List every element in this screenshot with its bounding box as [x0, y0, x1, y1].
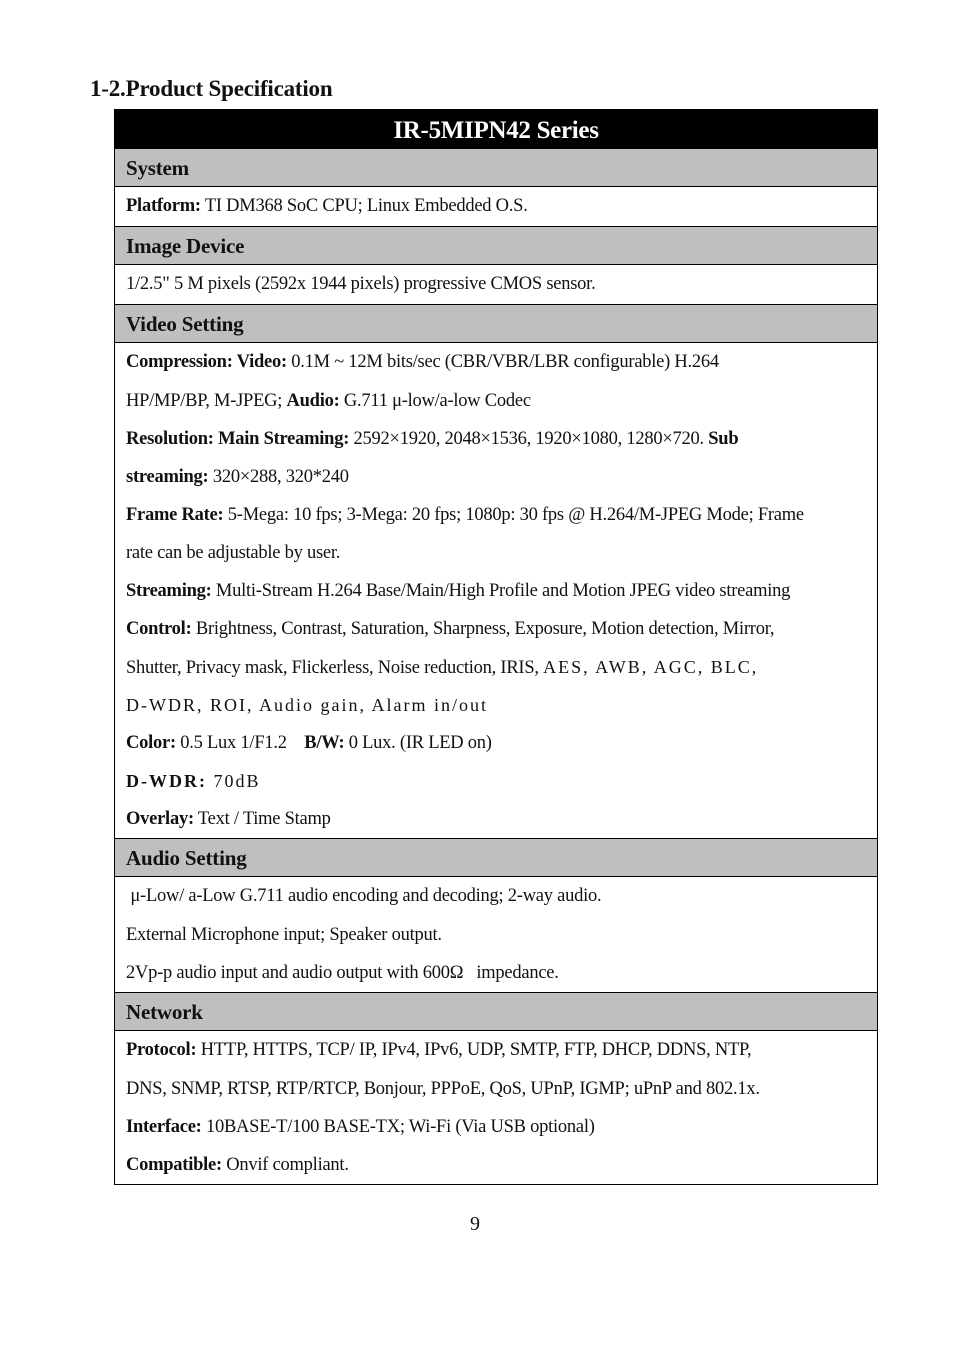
spec-line-compression-cont — [126, 382, 866, 420]
spec-line-interface — [126, 1108, 866, 1146]
network-body — [115, 1031, 877, 1184]
video-setting-body — [115, 343, 877, 838]
spec-value: G.711 μ-low/a-low Codec — [339, 391, 531, 411]
spec-label: Color: — [126, 733, 176, 753]
category-video-setting: Video Setting — [115, 304, 877, 343]
section-heading: 1-2.Product Specification — [90, 76, 333, 101]
spec-label: Protocol: — [126, 1040, 197, 1060]
image-device-body — [115, 265, 877, 304]
spec-line-streaming — [126, 572, 866, 610]
spec-label: Compression: Video: — [126, 352, 287, 372]
spec-line-compatible — [126, 1146, 866, 1184]
spec-label: Audio: — [286, 391, 340, 411]
spec-label: B/W: — [304, 733, 345, 753]
spec-value: AES, AWB, AGC, BLC, — [543, 657, 759, 677]
spec-value: 0.5 Lux 1/F1.2 — [175, 733, 305, 753]
spec-label: Control: — [126, 619, 192, 639]
spec-label: D-WDR: — [126, 771, 207, 791]
spec-line-overlay — [126, 800, 866, 838]
spec-line-control-cont1 — [126, 648, 866, 686]
spec-label: Frame Rate: — [126, 505, 224, 525]
spec-label: Sub — [708, 429, 739, 449]
category-network: Network — [115, 992, 877, 1031]
spec-label: Streaming: — [126, 581, 212, 601]
spec-line-dwdr — [126, 762, 866, 800]
spec-value: 0.1M ~ 12M bits/sec (CBR/VBR/LBR configurable) H.264 — [286, 352, 719, 372]
system-body — [115, 187, 877, 226]
spec-value: Brightness, Contrast, Saturation, Sharpness, Exposure, Motion detection, Mirror, — [191, 619, 775, 639]
category-audio-setting: Audio Setting — [115, 838, 877, 877]
audio-setting-body — [115, 877, 877, 992]
spec-value: Shutter, Privacy mask, Flickerless, Noise reduction, IRIS, — [126, 658, 544, 678]
spec-label: Resolution: Main Streaming: — [126, 429, 350, 449]
spec-table — [114, 109, 878, 1185]
spec-value: 5-Mega: 10 fps; 3-Mega: 20 fps; 1080p: 30 fps @ H.264/M-JPEG Mode; Frame — [223, 505, 804, 525]
spec-value: 70dB — [207, 771, 261, 791]
spec-line-platform — [126, 187, 866, 226]
spec-line-audio-io: External Microphone input; Speaker output. — [126, 925, 442, 945]
spec-value: Multi-Stream H.264 Base/Main/High Profile and Motion JPEG video streaming — [211, 581, 791, 601]
spec-line-sensor: 1/2.5" 5 M pixels (2592x 1944 pixels) progressive CMOS sensor. — [126, 274, 596, 294]
spec-value: 2592×1920, 2048×1536, 1920×1080, 1280×720. — [349, 429, 709, 449]
spec-value: HP/MP/BP, M-JPEG; — [126, 391, 287, 411]
category-system: System — [115, 149, 877, 187]
page-number: 9 — [470, 1213, 480, 1235]
spec-line-color — [126, 724, 866, 762]
spec-line-control-cont2: D-WDR, ROI, Audio gain, Alarm in/out — [126, 695, 488, 715]
spec-line-compression — [126, 343, 866, 382]
spec-line-protocol-cont: DNS, SNMP, RTSP, RTP/RTCP, Bonjour, PPPoE, QoS, UPnP, IGMP; uPnP and 802.1x. — [126, 1079, 760, 1099]
spec-label: Compatible: — [126, 1155, 222, 1175]
spec-label: Interface: — [126, 1117, 202, 1137]
spec-line-resolution — [126, 420, 866, 458]
spec-line-framerate-cont: rate can be adjustable by user. — [126, 543, 341, 563]
spec-value: Onvif compliant. — [221, 1155, 349, 1175]
spec-line-protocol — [126, 1031, 866, 1070]
spec-line-substreaming — [126, 458, 866, 496]
spec-line-audio-impedance: 2Vp-p audio input and audio output with 600Ω impedance. — [126, 963, 559, 983]
table-title: IR-5MIPN42 Series — [115, 110, 877, 149]
spec-label: Overlay: — [126, 809, 194, 829]
spec-value: 0 Lux. (IR LED on) — [344, 733, 492, 753]
category-image-device: Image Device — [115, 226, 877, 265]
spec-line-control — [126, 610, 866, 648]
spec-line-audio-codec: μ-Low/ a-Low G.711 audio encoding and decoding; 2-way audio. — [126, 886, 602, 906]
spec-value: TI DM368 SoC CPU; Linux Embedded O.S. — [200, 196, 528, 216]
spec-value: 320×288, 320*240 — [208, 467, 349, 487]
spec-line-framerate — [126, 496, 866, 534]
spec-label: Platform: — [126, 196, 201, 216]
spec-value: 10BASE-T/100 BASE-TX; Wi-Fi (Via USB optional) — [201, 1117, 595, 1137]
spec-value: HTTP, HTTPS, TCP/ IP, IPv4, IPv6, UDP, SMTP, FTP, DHCP, DDNS, NTP, — [196, 1040, 752, 1060]
spec-label: streaming: — [126, 467, 209, 487]
spec-value: Text / Time Stamp — [193, 809, 331, 829]
